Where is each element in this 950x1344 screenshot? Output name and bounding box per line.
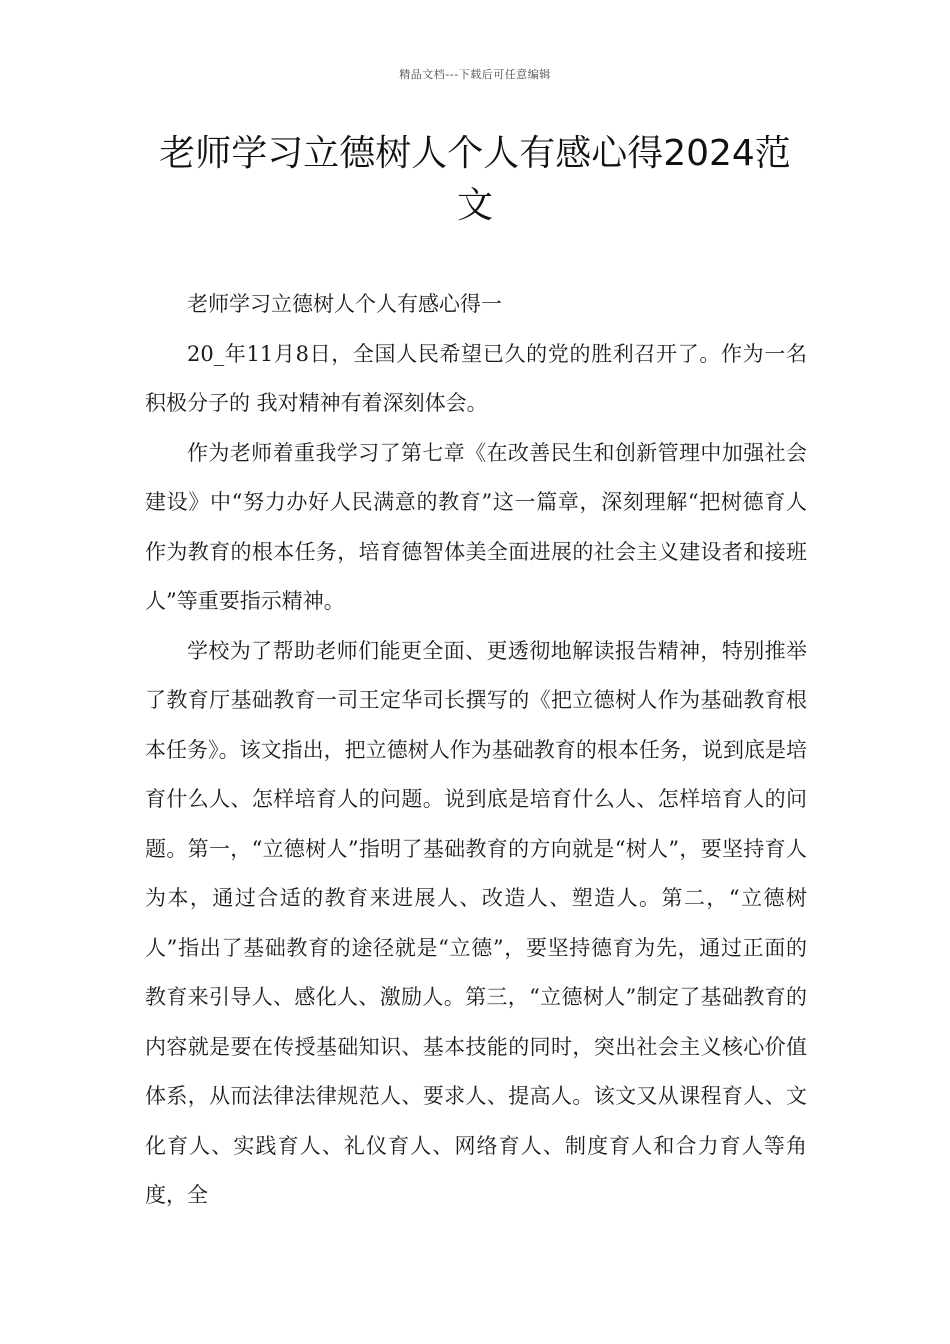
header-note: 精品文档---下载后可任意编辑 — [399, 68, 551, 81]
document-title: 老师学习立德树人个人有感心得2024范文 — [159, 133, 791, 226]
document-body — [145, 280, 807, 1221]
body-paragraph: 20_年11月8日，全国人民希望已久的党的胜利召开了。作为一名积极分子的 我对精神有着深刻体会。 — [145, 341, 807, 415]
body-paragraph: 学校为了帮助老师们能更全面、更透彻地解读报告精神，特别推举了教育厅基础教育一司王定华司长撰写的《把立德树人作为基础教育根本任务》。该文指出，把立德树人作为基础教育的根本任务，说到底是培育什么人、怎样培育人的问题。说到底是培育什么人、怎样培育人的问题。第一，“立德树人”指明了基础教育的方向就是“树人”，要坚持育人为本，通过合适的教育来进展人、改造人、塑造人。第二，“立德树人”指出了基础教育的途径就是“立德”，要坚持德育为先，通过正面的教育来引导人、感化人、激励人。第三，“立德树人”制定了基础教育的内容就是要在传授基础知识、基本技能的同时，突出社会主义核心价值体系，从而法律法律规范人、要求人、提高人。该文又从课程育人、文化育人、实践育人、礼仪育人、网络育人、制度育人和合力育人等角度，全 — [145, 638, 807, 1207]
body-paragraph: 作为老师着重我学习了第七章《在改善民生和创新管理中加强社会建设》中“努力办好人民满意的教育”这一篇章，深刻理解“把树德育人作为教育的根本任务，培育德智体美全面进展的社会主义建设者和接班人”等重要指示精神。 — [145, 440, 807, 613]
section-heading: 老师学习立德树人个人有感心得一 — [187, 292, 502, 316]
